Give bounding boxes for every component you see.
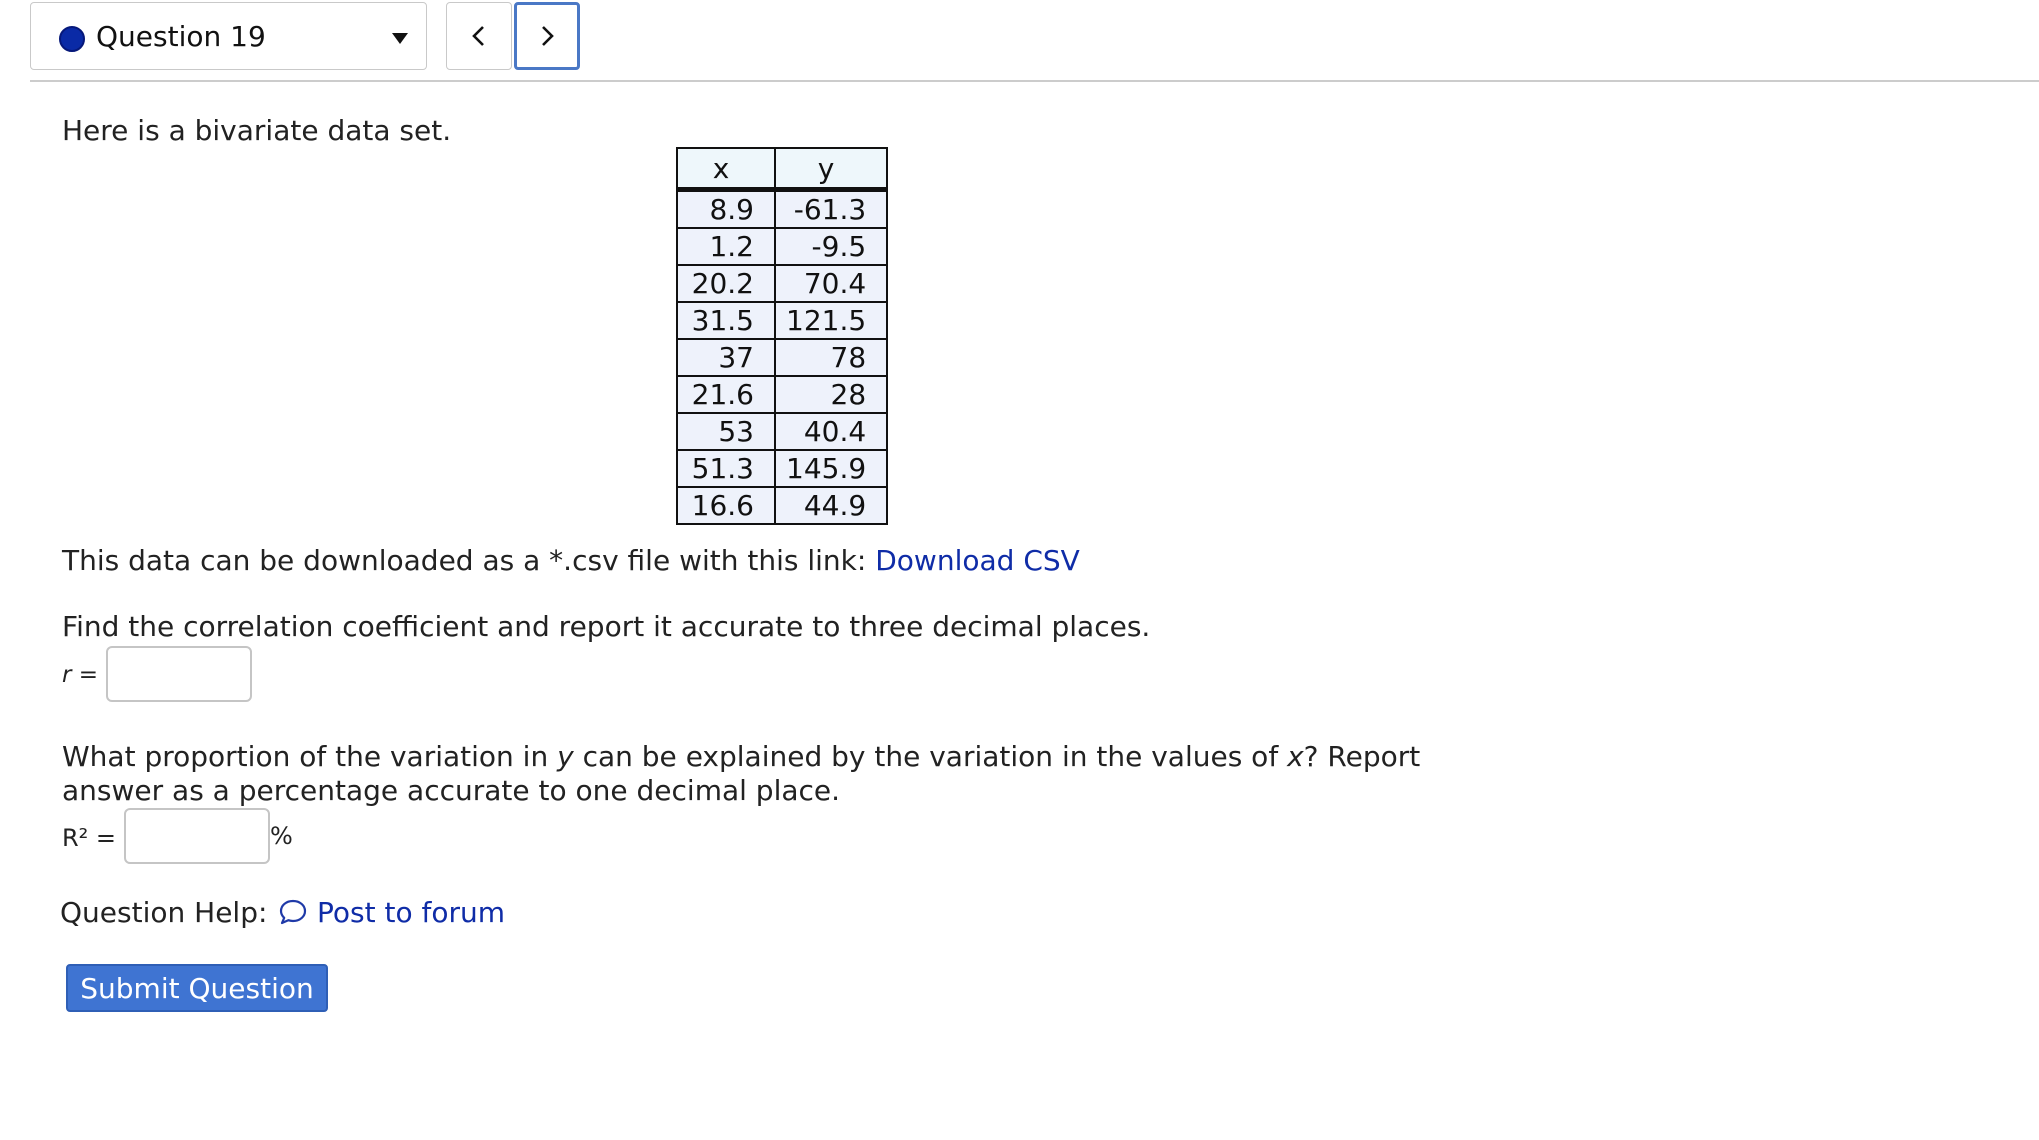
submit-question-button[interactable]: Submit Question: [66, 964, 328, 1012]
cell-y: 121.5: [775, 302, 887, 339]
cell-x: 51.3: [677, 450, 775, 487]
cell-x: 16.6: [677, 487, 775, 524]
cell-y: 44.9: [775, 487, 887, 524]
cell-x: 53: [677, 413, 775, 450]
cell-y: 78: [775, 339, 887, 376]
cell-y: 145.9: [775, 450, 887, 487]
data-table: [676, 147, 888, 525]
next-question-button[interactable]: [514, 2, 580, 70]
table-row: [677, 190, 887, 229]
r-squared-answer-input[interactable]: [124, 808, 270, 864]
cell-y: 40.4: [775, 413, 887, 450]
caret-down-icon: [392, 33, 408, 44]
previous-question-button[interactable]: [446, 2, 512, 70]
cell-x: 21.6: [677, 376, 775, 413]
proportion-prompt-part-b: can be explained by the variation in the values of: [573, 740, 1288, 773]
post-to-forum-link[interactable]: Post to forum: [317, 896, 506, 929]
column-header-x: x: [677, 148, 775, 190]
variable-y: y: [557, 740, 574, 773]
cell-x: 1.2: [677, 228, 775, 265]
table-row: [677, 339, 887, 376]
cell-y: -9.5: [775, 228, 887, 265]
table-row: [677, 450, 887, 487]
table-row: [677, 413, 887, 450]
header-divider: [30, 80, 2039, 82]
correlation-answer-input[interactable]: [106, 646, 252, 702]
question-help-label: Question Help:: [60, 896, 268, 929]
table-row: [677, 487, 887, 524]
cell-x: 37: [677, 339, 775, 376]
chevron-right-icon: [536, 23, 558, 49]
proportion-prompt: [62, 740, 1522, 808]
cell-x: 20.2: [677, 265, 775, 302]
table-row: [677, 265, 887, 302]
table-row: [677, 302, 887, 339]
download-csv-link[interactable]: Download CSV: [875, 544, 1080, 577]
proportion-prompt-part-c: ? Report answer as a percentage accurate to one decimal place.: [62, 740, 1421, 807]
proportion-prompt-part-a: What proportion of the variation in: [62, 740, 558, 773]
chevron-left-icon: [468, 23, 490, 49]
percent-unit: %: [270, 822, 293, 850]
cell-x: 8.9: [677, 190, 775, 229]
question-status-dot: [59, 26, 85, 52]
intro-text: Here is a bivariate data set.: [62, 114, 452, 147]
question-select[interactable]: [30, 2, 427, 70]
r-variable: r: [62, 662, 72, 688]
variable-x: x: [1287, 740, 1304, 773]
cell-x: 31.5: [677, 302, 775, 339]
r-squared-label: R² =: [62, 824, 117, 852]
table-header-row: [677, 148, 887, 190]
cell-y: 70.4: [775, 265, 887, 302]
csv-download-text: [62, 544, 1080, 577]
csv-download-prefix: This data can be downloaded as a *.csv file with this link:: [62, 544, 876, 577]
r-label: [62, 662, 98, 688]
r-equals: =: [71, 662, 99, 688]
table-row: [677, 376, 887, 413]
cell-y: -61.3: [775, 190, 887, 229]
cell-y: 28: [775, 376, 887, 413]
question-select-label: Question 19: [96, 20, 266, 53]
table-row: [677, 228, 887, 265]
column-header-y: y: [775, 148, 887, 190]
correlation-prompt: Find the correlation coefficient and report it accurate to three decimal places.: [62, 610, 1151, 643]
speech-bubble-icon[interactable]: [278, 897, 308, 927]
